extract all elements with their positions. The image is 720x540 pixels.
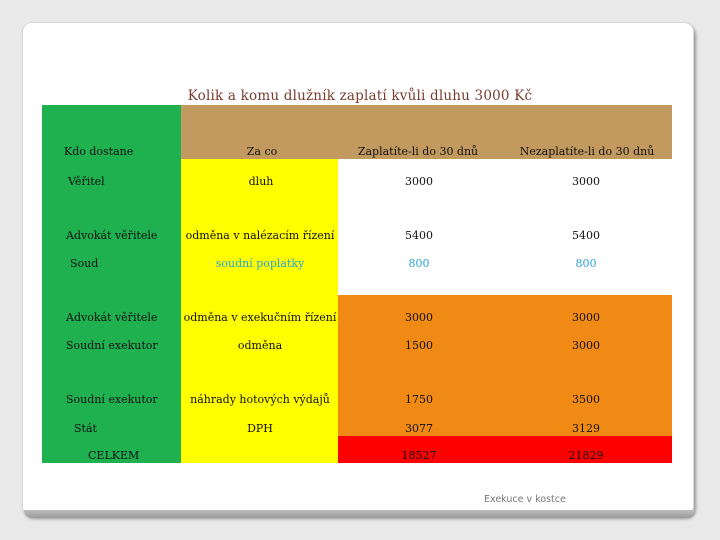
row-6-pay: 3077 xyxy=(405,422,433,435)
row-6-nopay: 3129 xyxy=(572,422,600,435)
row-2-pay: 800 xyxy=(408,257,430,270)
row-4-for: odměna xyxy=(237,339,283,352)
red-band xyxy=(338,436,672,463)
row-1-who: Advokát věřitele xyxy=(66,229,158,242)
footer-text: Exekuce v kostce xyxy=(484,494,566,505)
row-1-pay: 5400 xyxy=(405,229,433,242)
row-7-who: CELKEM xyxy=(88,449,140,462)
row-6-who: Stát xyxy=(74,422,97,435)
row-4-pay: 1500 xyxy=(405,339,433,352)
row-0-nopay: 3000 xyxy=(572,175,600,188)
row-1-nopay: 5400 xyxy=(572,229,600,242)
row-5-pay: 1750 xyxy=(405,393,433,406)
payment-table xyxy=(42,105,672,463)
row-0-who: Věřitel xyxy=(68,175,105,188)
header-pay-within-30: Zaplatíte-li do 30 dnů xyxy=(357,145,479,158)
row-5-for: náhrady hotových výdajů xyxy=(190,393,330,406)
header-not-pay-within-30: Nezaplatíte-li do 30 dnů xyxy=(519,145,655,158)
row-3-for: odměna v exekučním řízení xyxy=(183,311,337,324)
row-7-nopay: 21829 xyxy=(568,449,604,462)
row-3-pay: 3000 xyxy=(405,311,433,324)
row-6-for: DPH xyxy=(247,422,273,435)
row-0-for: dluh xyxy=(248,175,274,188)
row-4-nopay: 3000 xyxy=(572,339,600,352)
orange-band xyxy=(338,295,672,436)
row-2-who: Soud xyxy=(70,257,99,270)
row-1-for: odměna v nalézacím řízení xyxy=(185,229,335,242)
row-5-who: Soudní exekutor xyxy=(66,393,158,406)
row-3-nopay: 3000 xyxy=(572,311,600,324)
header-for-what: Za co xyxy=(246,145,278,158)
slide-shadow-edge xyxy=(24,510,696,518)
row-3-who: Advokát věřitele xyxy=(66,311,158,324)
row-4-who: Soudní exekutor xyxy=(66,339,158,352)
slide-title: Kolik a komu dlužník zaplatí kvůli dluhu 3000 Kč xyxy=(187,88,533,104)
green-column-bg xyxy=(42,105,181,463)
row-2-for: soudní poplatky xyxy=(215,257,305,270)
row-2-nopay: 800 xyxy=(575,257,597,270)
header-who: Kdo dostane xyxy=(64,145,134,158)
row-7-pay: 18527 xyxy=(401,449,437,462)
row-0-pay: 3000 xyxy=(405,175,433,188)
row-5-nopay: 3500 xyxy=(572,393,600,406)
